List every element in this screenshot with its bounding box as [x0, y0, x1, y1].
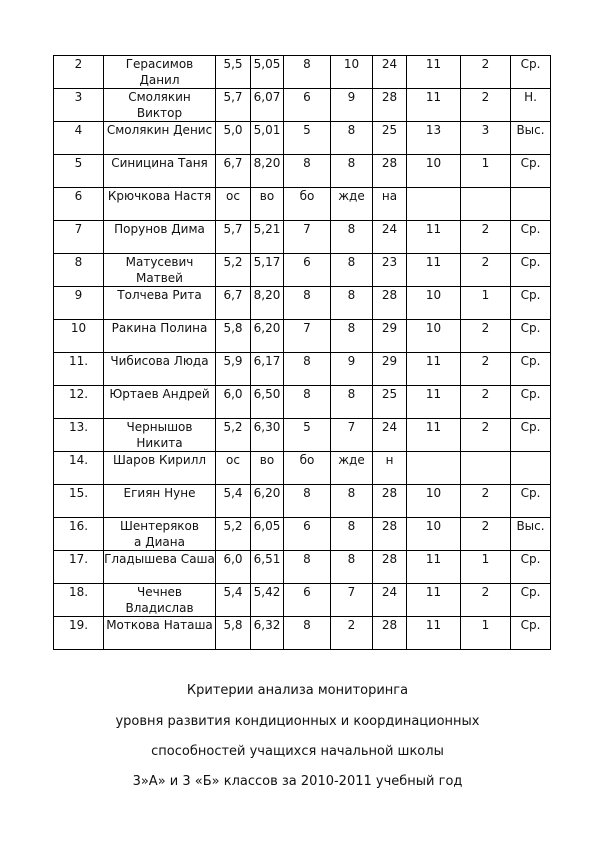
cell-c: 8	[284, 386, 331, 419]
cell-c: 6	[284, 254, 331, 287]
cell-a: 5,2	[216, 518, 251, 551]
cell-n: 6	[54, 188, 104, 221]
cell-a: 5,7	[216, 221, 251, 254]
cell-a: ос	[216, 188, 251, 221]
cell-g: 2	[461, 56, 511, 89]
cell-a: 5,4	[216, 485, 251, 518]
cell-name: Шаров Кирилл	[104, 452, 216, 485]
cell-n: 7	[54, 221, 104, 254]
table-row	[54, 287, 551, 320]
cell-f: 10	[407, 485, 461, 518]
cell-h: Выс.	[511, 518, 551, 551]
cell-f: 11	[407, 617, 461, 650]
cell-name: Егиян Нуне	[104, 485, 216, 518]
cell-name: Матусевич Матвей	[104, 254, 216, 287]
cell-c: 6	[284, 518, 331, 551]
cell-g: 2	[461, 353, 511, 386]
cell-c: бо	[284, 188, 331, 221]
cell-c: 8	[284, 155, 331, 188]
cell-e: 28	[373, 89, 407, 122]
cell-g: 2	[461, 584, 511, 617]
cell-e: 28	[373, 485, 407, 518]
cell-name: Чернышов Никита	[104, 419, 216, 452]
cell-c: 8	[284, 485, 331, 518]
caption-line-2: уровня развития кондиционных и координационных	[115, 714, 480, 729]
cell-name: Чечнев Владислав	[104, 584, 216, 617]
cell-d: 8	[331, 518, 373, 551]
cell-h: Ср.	[511, 320, 551, 353]
cell-c: 8	[284, 551, 331, 584]
caption-line-3: способностей учащихся начальной школы	[151, 744, 444, 759]
table-row	[54, 188, 551, 221]
cell-n: 3	[54, 89, 104, 122]
cell-f: 11	[407, 353, 461, 386]
cell-h: Ср.	[511, 419, 551, 452]
cell-b: 6,51	[251, 551, 284, 584]
cell-d: 8	[331, 551, 373, 584]
cell-g: 2	[461, 254, 511, 287]
cell-d: 8	[331, 386, 373, 419]
cell-name: Герасимов Данил	[104, 56, 216, 89]
table-row	[54, 320, 551, 353]
cell-g: 2	[461, 221, 511, 254]
cell-g: 2	[461, 419, 511, 452]
cell-b: во	[251, 452, 284, 485]
cell-a: 5,8	[216, 617, 251, 650]
cell-n: 15.	[54, 485, 104, 518]
cell-g: 3	[461, 122, 511, 155]
cell-a: 5,9	[216, 353, 251, 386]
cell-a: 5,8	[216, 320, 251, 353]
cell-f: 11	[407, 386, 461, 419]
cell-b: 5,42	[251, 584, 284, 617]
cell-h: Ср.	[511, 617, 551, 650]
table-row	[54, 254, 551, 287]
cell-f: 11	[407, 89, 461, 122]
cell-c: 5	[284, 419, 331, 452]
cell-c: 8	[284, 353, 331, 386]
cell-f: 10	[407, 320, 461, 353]
cell-d: 7	[331, 584, 373, 617]
cell-g	[461, 452, 511, 485]
cell-h: Ср.	[511, 584, 551, 617]
cell-name: Смолякин Виктор	[104, 89, 216, 122]
cell-g: 2	[461, 320, 511, 353]
cell-e: н	[373, 452, 407, 485]
cell-h: Выс.	[511, 122, 551, 155]
cell-d: 8	[331, 254, 373, 287]
cell-a: 5,2	[216, 419, 251, 452]
cell-b: 6,05	[251, 518, 284, 551]
cell-h: Ср.	[511, 386, 551, 419]
cell-e: на	[373, 188, 407, 221]
cell-e: 24	[373, 419, 407, 452]
cell-n: 5	[54, 155, 104, 188]
cell-e: 24	[373, 56, 407, 89]
cell-h: Н.	[511, 89, 551, 122]
cell-e: 28	[373, 287, 407, 320]
cell-d: 8	[331, 287, 373, 320]
table-row	[54, 386, 551, 419]
cell-b: 8,20	[251, 155, 284, 188]
cell-d: 7	[331, 419, 373, 452]
cell-name: Гладышева Саша	[104, 551, 216, 584]
cell-f: 11	[407, 254, 461, 287]
cell-b: 6,30	[251, 419, 284, 452]
cell-e: 29	[373, 320, 407, 353]
cell-d: 8	[331, 155, 373, 188]
cell-n: 4	[54, 122, 104, 155]
cell-c: бо	[284, 452, 331, 485]
cell-e: 29	[373, 353, 407, 386]
cell-e: 28	[373, 551, 407, 584]
cell-f: 11	[407, 419, 461, 452]
cell-g: 1	[461, 287, 511, 320]
cell-d: 10	[331, 56, 373, 89]
cell-c: 5	[284, 122, 331, 155]
cell-n: 2	[54, 56, 104, 89]
cell-name: Синицина Таня	[104, 155, 216, 188]
cell-c: 8	[284, 56, 331, 89]
cell-g: 2	[461, 485, 511, 518]
cell-b: 5,05	[251, 56, 284, 89]
cell-d: 8	[331, 122, 373, 155]
cell-b: 6,32	[251, 617, 284, 650]
cell-name: Крючкова Настя	[104, 188, 216, 221]
cell-name: Юртаев Андрей	[104, 386, 216, 419]
cell-d: 8	[331, 221, 373, 254]
cell-e: 25	[373, 122, 407, 155]
cell-g: 2	[461, 386, 511, 419]
cell-h	[511, 188, 551, 221]
table-row	[54, 617, 551, 650]
cell-f	[407, 452, 461, 485]
cell-name: Шентеряков а Диана	[104, 518, 216, 551]
cell-g: 1	[461, 617, 511, 650]
table-row	[54, 551, 551, 584]
cell-h: Ср.	[511, 254, 551, 287]
cell-d: 8	[331, 485, 373, 518]
cell-name: Ракина Полина	[104, 320, 216, 353]
table-row	[54, 221, 551, 254]
cell-a: ос	[216, 452, 251, 485]
cell-b: во	[251, 188, 284, 221]
cell-b: 6,17	[251, 353, 284, 386]
table-row	[54, 485, 551, 518]
cell-f: 13	[407, 122, 461, 155]
table-row	[54, 584, 551, 617]
cell-n: 9	[54, 287, 104, 320]
cell-b: 6,20	[251, 485, 284, 518]
cell-d: жде	[331, 452, 373, 485]
cell-c: 7	[284, 320, 331, 353]
cell-h: Ср.	[511, 551, 551, 584]
cell-h: Ср.	[511, 56, 551, 89]
cell-h: Ср.	[511, 287, 551, 320]
cell-g: 1	[461, 155, 511, 188]
cell-f	[407, 188, 461, 221]
cell-a: 5,2	[216, 254, 251, 287]
cell-e: 28	[373, 155, 407, 188]
cell-b: 6,50	[251, 386, 284, 419]
cell-h: Ср.	[511, 485, 551, 518]
cell-b: 6,20	[251, 320, 284, 353]
cell-b: 8,20	[251, 287, 284, 320]
cell-n: 18.	[54, 584, 104, 617]
cell-d: 9	[331, 353, 373, 386]
table-row	[54, 419, 551, 452]
cell-n: 8	[54, 254, 104, 287]
table-row	[54, 518, 551, 551]
cell-g	[461, 188, 511, 221]
cell-c: 6	[284, 584, 331, 617]
cell-a: 5,7	[216, 89, 251, 122]
cell-a: 6,7	[216, 287, 251, 320]
cell-f: 11	[407, 551, 461, 584]
cell-n: 14.	[54, 452, 104, 485]
cell-n: 12.	[54, 386, 104, 419]
cell-b: 5,17	[251, 254, 284, 287]
results-table	[53, 55, 551, 650]
cell-n: 11.	[54, 353, 104, 386]
cell-f: 11	[407, 56, 461, 89]
cell-f: 10	[407, 518, 461, 551]
cell-c: 6	[284, 89, 331, 122]
caption-line-1: Критерии анализа мониторинга	[186, 683, 409, 698]
cell-f: 11	[407, 221, 461, 254]
cell-e: 28	[373, 617, 407, 650]
cell-e: 24	[373, 584, 407, 617]
cell-e: 28	[373, 518, 407, 551]
table-row	[54, 56, 551, 89]
caption-line-4: 3»А» и 3 «Б» классов за 2010-2011 учебный год	[132, 774, 463, 789]
cell-a: 5,4	[216, 584, 251, 617]
cell-f: 10	[407, 287, 461, 320]
cell-a: 6,0	[216, 386, 251, 419]
cell-f: 10	[407, 155, 461, 188]
cell-h	[511, 452, 551, 485]
cell-d: 9	[331, 89, 373, 122]
cell-n: 17.	[54, 551, 104, 584]
cell-g: 1	[461, 551, 511, 584]
table-row	[54, 122, 551, 155]
cell-d: 8	[331, 320, 373, 353]
cell-n: 13.	[54, 419, 104, 452]
cell-d: 2	[331, 617, 373, 650]
cell-h: Ср.	[511, 353, 551, 386]
cell-e: 24	[373, 221, 407, 254]
table-row	[54, 452, 551, 485]
cell-a: 5,0	[216, 122, 251, 155]
cell-b: 5,01	[251, 122, 284, 155]
cell-b: 6,07	[251, 89, 284, 122]
cell-e: 23	[373, 254, 407, 287]
cell-c: 8	[284, 617, 331, 650]
cell-d: жде	[331, 188, 373, 221]
cell-e: 25	[373, 386, 407, 419]
table-row	[54, 89, 551, 122]
cell-g: 2	[461, 518, 511, 551]
cell-c: 7	[284, 221, 331, 254]
cell-n: 19.	[54, 617, 104, 650]
table-row	[54, 353, 551, 386]
cell-name: Порунов Дима	[104, 221, 216, 254]
cell-a: 6,7	[216, 155, 251, 188]
cell-h: Ср.	[511, 155, 551, 188]
cell-n: 16.	[54, 518, 104, 551]
cell-b: 5,21	[251, 221, 284, 254]
cell-g: 2	[461, 89, 511, 122]
cell-a: 6,0	[216, 551, 251, 584]
cell-name: Чибисова Люда	[104, 353, 216, 386]
cell-name: Толчева Рита	[104, 287, 216, 320]
table-row	[54, 155, 551, 188]
cell-c: 8	[284, 287, 331, 320]
cell-a: 5,5	[216, 56, 251, 89]
cell-name: Смолякин Денис	[104, 122, 216, 155]
cell-n: 10	[54, 320, 104, 353]
cell-f: 11	[407, 584, 461, 617]
cell-h: Ср.	[511, 221, 551, 254]
cell-name: Моткова Наташа	[104, 617, 216, 650]
